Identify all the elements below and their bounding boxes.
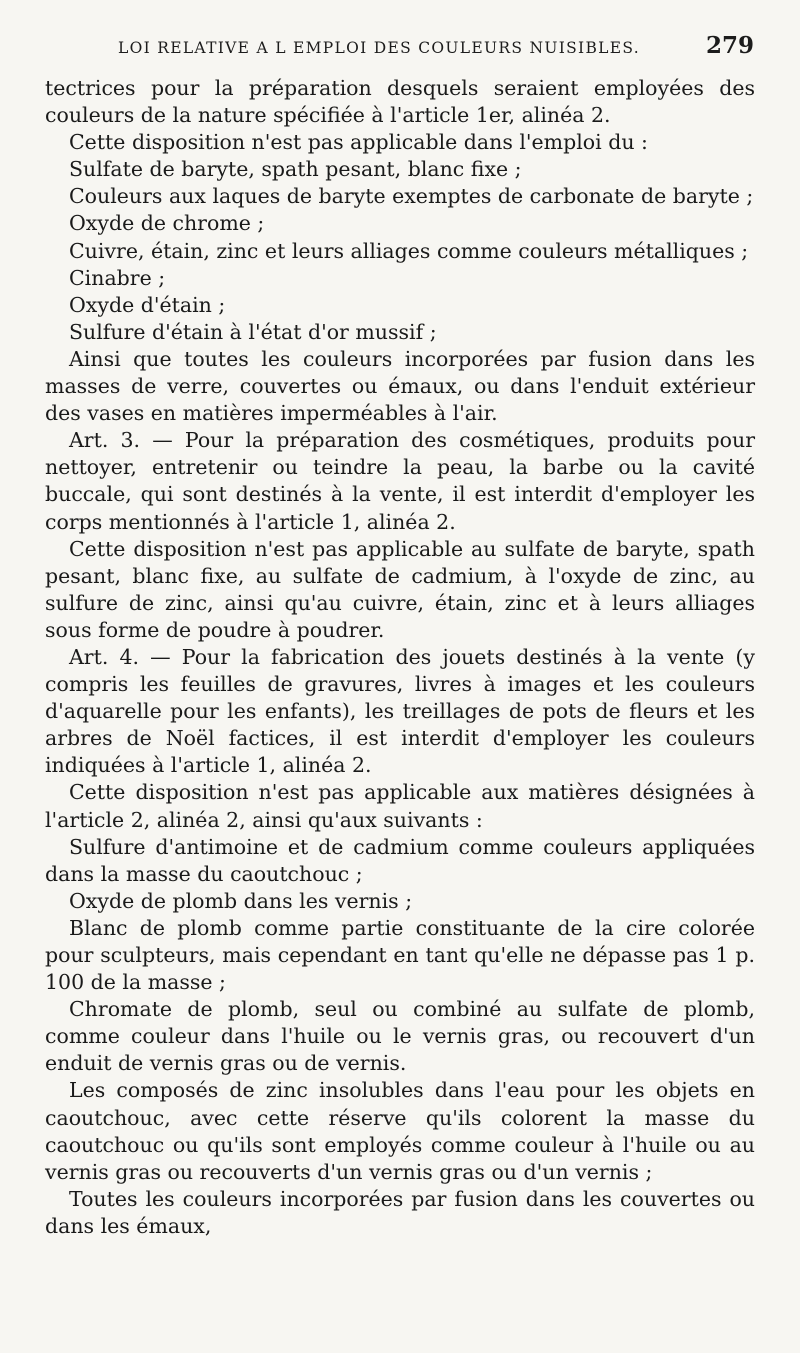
paragraph-article-4: Art. 4. — Pour la fabrication des jouets destinés à la vente (y compris les feuilles de gravures, livres à images et les couleurs d'aquarelle pour les enfants), les treillages de pots de fleurs et les arbres de Noël factices, il est interdit d'employer les couleurs indiquées à l'article 1, alinéa 2. bbox=[45, 644, 755, 778]
list-item-sulfure-d-etain: Sulfure d'étain à l'état d'or mussif ; bbox=[69, 319, 437, 344]
list-item-laques-de-baryte: Couleurs aux laques de baryte exemptes de carbonate de baryte ; bbox=[69, 184, 754, 209]
list-item-sulfure-d-antimoine: Sulfure d'antimoine et de cadmium comme couleurs appliquées dans la masse du caoutchouc ; bbox=[45, 834, 755, 886]
list-item-sulfate-de-baryte: Sulfate de baryte, spath pesant, blanc fixe ; bbox=[69, 157, 522, 182]
page-header bbox=[118, 32, 754, 66]
paragraph-article-3: Art. 3. — Pour la préparation des cosmétiques, produits pour nettoyer, entretenir ou teindre la peau, la barbe ou la cavité buccale, qui sont destinés à la vente, il est interdit d'employer les corps mentionnés à l'article 1, alinéa 2. bbox=[45, 428, 755, 534]
list-item-oxyde-d-etain: Oxyde d'étain ; bbox=[69, 292, 226, 317]
list-item-oxyde-de-plomb: Oxyde de plomb dans les vernis ; bbox=[69, 888, 413, 913]
body-text bbox=[45, 75, 755, 1240]
paragraph-couleurs-fusion: Ainsi que toutes les couleurs incorporées par fusion dans les masses de verre, couvertes ou émaux, ou dans l'enduit extérieur des vases en matières imperméables à l'air. bbox=[45, 346, 755, 426]
paragraph-exception-intro: Cette disposition n'est pas applicable dans l'emploi du : bbox=[69, 130, 648, 155]
running-title: LOI RELATIVE A L EMPLOI DES COULEURS NUISIBLES. bbox=[118, 39, 640, 57]
page-number: 279 bbox=[705, 32, 754, 59]
list-item-composes-de-zinc: Les composés de zinc insolubles dans l'eau pour les objets en caoutchouc, avec cette réserve qu'ils colorent la masse du caoutchouc ou qu'ils sont employés comme couleur à l'huile ou au vernis gras ou recouverts d'un vernis gras ou d'un vernis ; bbox=[45, 1078, 755, 1184]
paragraph-article-3-exception: Cette disposition n'est pas applicable au sulfate de baryte, spath pesant, blanc fixe, au sulfate de cadmium, à l'oxyde de zinc, au sulfure de zinc, ainsi qu'au cuivre, étain, zinc et à leurs alliages sous forme de poudre à poudrer. bbox=[45, 536, 755, 642]
list-item-chromate-de-plomb: Chromate de plomb, seul ou combiné au sulfate de plomb, comme couleur dans l'huile ou le vernis gras, ou recouvert d'un enduit de vernis gras ou de vernis. bbox=[45, 997, 755, 1076]
list-item-cinabre: Cinabre ; bbox=[69, 265, 166, 290]
paragraph-article-4-exception: Cette disposition n'est pas applicable aux matières désignées à l'article 2, alinéa 2, ainsi qu'aux suivants : bbox=[45, 780, 755, 832]
list-item-couleurs-couvertes: Toutes les couleurs incorporées par fusion dans les couvertes ou dans les émaux, bbox=[45, 1186, 755, 1238]
list-item-oxyde-de-chrome: Oxyde de chrome ; bbox=[69, 211, 265, 236]
list-item-cuivre-etain-zinc: Cuivre, étain, zinc et leurs alliages comme couleurs métalliques ; bbox=[69, 238, 749, 263]
paragraph-continuation: tectrices pour la préparation desquels seraient employées des couleurs de la nature spécifiée à l'article 1er, alinéa 2. bbox=[45, 76, 755, 128]
list-item-blanc-de-plomb: Blanc de plomb comme partie constituante de la cire colorée pour sculpteurs, mais cependant en tant qu'elle ne dépasse pas 1 p. 100 de la masse ; bbox=[45, 915, 755, 995]
